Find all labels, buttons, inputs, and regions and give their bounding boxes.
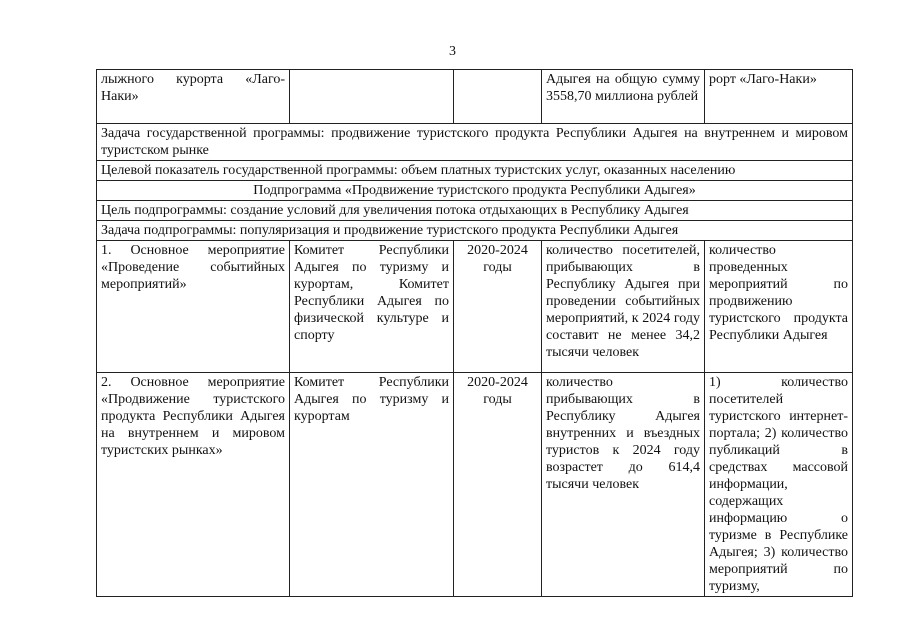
cell-executor — [290, 70, 454, 124]
cell-period: 2020-2024 годы — [454, 373, 542, 597]
cell-period — [454, 70, 542, 124]
target-indicator: Целевой показатель государственной программы: объем платных туристских услуг, оказанных населению — [97, 161, 853, 181]
table-row — [97, 70, 853, 124]
cell-indicator: рорт «Лаго-Наки» — [705, 70, 853, 124]
cell-period: 2020-2024 годы — [454, 241, 542, 373]
page-number: 3 — [449, 44, 456, 59]
table-row — [97, 161, 853, 181]
cell-executor: Комитет Республики Адыгея по туризму и курортам — [290, 373, 454, 597]
subprogram-title: Подпрограмма «Продвижение туристского продукта Республики Адыгея» — [97, 181, 853, 201]
cell-indicator: 1) количество посетителей туристского интернет-портала; 2) количество публикаций в средствах массовой информации, содержащих информацию о туризме в Республике Адыгея; 3) количество мероприятий по туризму, — [705, 373, 853, 597]
cell-event: 1. Основное мероприятие «Проведение событийных мероприятий» — [97, 241, 290, 373]
cell-result: количество прибывающих в Республику Адыгея внутренних и въездных туристов к 2024 году возрастет до 614,4 тысячи человек — [542, 373, 705, 597]
table-row — [97, 181, 853, 201]
table-row — [97, 241, 853, 373]
task-program: Задача государственной программы: продвижение туристского продукта Республики Адыгея на внутреннем и мировом туристском рынке — [97, 124, 853, 161]
table-row — [97, 373, 853, 597]
program-table — [96, 69, 853, 597]
subprogram-task: Задача подпрограммы: популяризация и продвижение туристского продукта Республики Адыгея — [97, 221, 853, 241]
cell-executor: Комитет Республики Адыгея по туризму и курортам, Комитет Республики Адыгея по физической культуре и спорту — [290, 241, 454, 373]
table-row — [97, 201, 853, 221]
cell-result: Адыгея на общую сумму 3558,70 миллиона рублей — [542, 70, 705, 124]
table-row — [97, 221, 853, 241]
table-row — [97, 124, 853, 161]
cell-event: 2. Основное мероприятие «Продвижение туристского продукта Республики Адыгея на внутреннем и мировом туристских рынках» — [97, 373, 290, 597]
subprogram-goal: Цель подпрограммы: создание условий для увеличения потока отдыхающих в Республику Адыгея — [97, 201, 853, 221]
cell-event: лыжного курорта «Лаго-Наки» — [97, 70, 290, 124]
cell-indicator: количество проведенных мероприятий по продвижению туристского продукта Республики Адыгея — [705, 241, 853, 373]
cell-result: количество посетителей, прибывающих в Республику Адыгея при проведении событийных мероприятий, к 2024 году составит не менее 34,2 тысячи человек — [542, 241, 705, 373]
